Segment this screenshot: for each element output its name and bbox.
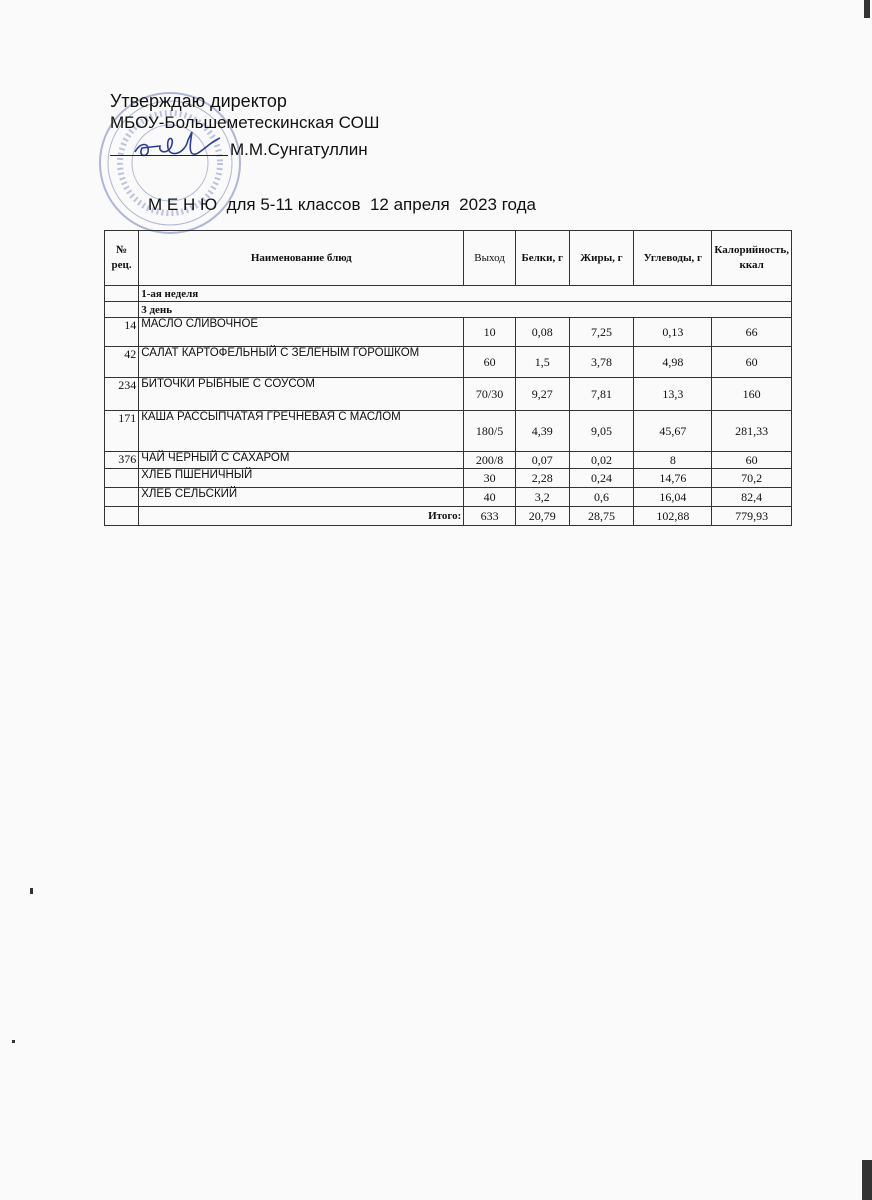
carbs-value: 4,98 bbox=[634, 347, 712, 378]
table-row bbox=[105, 452, 792, 469]
protein-value: 3,2 bbox=[515, 488, 569, 507]
carbs-value: 0,13 bbox=[634, 318, 712, 347]
output-value: 10 bbox=[464, 318, 516, 347]
scan-edge-mark bbox=[862, 1160, 872, 1200]
calories-value: 160 bbox=[712, 378, 792, 411]
output-value: 30 bbox=[464, 469, 516, 488]
calories-value: 60 bbox=[712, 452, 792, 469]
header-carbs: Углеводы, г bbox=[634, 231, 712, 286]
output-value: 70/30 bbox=[464, 378, 516, 411]
dish-name: ЧАЙ ЧЕРНЫЙ С САХАРОМ bbox=[139, 452, 464, 469]
recipe-number bbox=[105, 488, 139, 507]
table-row bbox=[105, 469, 792, 488]
recipe-number: 14 bbox=[105, 318, 139, 347]
header-recipe-number: № рец. bbox=[105, 231, 139, 286]
menu-title: М Е Н Ю для 5-11 классов 12 апреля 2023 года bbox=[148, 195, 536, 214]
empty-cell bbox=[105, 507, 139, 526]
scan-dot bbox=[30, 888, 33, 894]
table-row bbox=[105, 318, 792, 347]
carbs-value: 14,76 bbox=[634, 469, 712, 488]
output-value: 180/5 bbox=[464, 411, 516, 452]
dish-name: ХЛЕБ ПШЕНИЧНЫЙ bbox=[139, 469, 464, 488]
fat-value: 7,81 bbox=[569, 378, 634, 411]
total-fat: 28,75 bbox=[569, 507, 634, 526]
fat-value: 0,6 bbox=[569, 488, 634, 507]
output-value: 200/8 bbox=[464, 452, 516, 469]
fat-value: 9,05 bbox=[569, 411, 634, 452]
header-output: Выход bbox=[464, 231, 516, 286]
total-row bbox=[105, 507, 792, 526]
signatory-name: М.М.Сунгатуллин bbox=[230, 140, 368, 159]
scan-edge-mark bbox=[864, 0, 870, 18]
week-label: 1-ая неделя bbox=[139, 286, 792, 302]
total-protein: 20,79 bbox=[515, 507, 569, 526]
calories-value: 70,2 bbox=[712, 469, 792, 488]
protein-value: 4,39 bbox=[515, 411, 569, 452]
calories-value: 66 bbox=[712, 318, 792, 347]
approval-block bbox=[110, 90, 379, 134]
fat-value: 0,02 bbox=[569, 452, 634, 469]
carbs-value: 45,67 bbox=[634, 411, 712, 452]
carbs-value: 16,04 bbox=[634, 488, 712, 507]
calories-value: 82,4 bbox=[712, 488, 792, 507]
recipe-number: 376 bbox=[105, 452, 139, 469]
day-row bbox=[105, 302, 792, 318]
protein-value: 2,28 bbox=[515, 469, 569, 488]
total-output: 633 bbox=[464, 507, 516, 526]
calories-value: 60 bbox=[712, 347, 792, 378]
table-row bbox=[105, 347, 792, 378]
fat-value: 0,24 bbox=[569, 469, 634, 488]
approval-line-2: МБОУ-Большеметескинская СОШ bbox=[110, 113, 380, 132]
carbs-value: 8 bbox=[634, 452, 712, 469]
protein-value: 1,5 bbox=[515, 347, 569, 378]
table-row bbox=[105, 488, 792, 507]
empty-cell bbox=[105, 302, 139, 318]
carbs-value: 13,3 bbox=[634, 378, 712, 411]
protein-value: 0,08 bbox=[515, 318, 569, 347]
week-row bbox=[105, 286, 792, 302]
total-calories: 779,93 bbox=[712, 507, 792, 526]
header-fat: Жиры, г bbox=[569, 231, 634, 286]
approval-line-1: Утверждаю директор bbox=[110, 91, 287, 111]
recipe-number: 171 bbox=[105, 411, 139, 452]
protein-value: 9,27 bbox=[515, 378, 569, 411]
header-calories: Калорийность, ккал bbox=[712, 231, 792, 286]
empty-cell bbox=[105, 286, 139, 302]
fat-value: 3,78 bbox=[569, 347, 634, 378]
recipe-number: 42 bbox=[105, 347, 139, 378]
recipe-number bbox=[105, 469, 139, 488]
table-row bbox=[105, 411, 792, 452]
recipe-number: 234 bbox=[105, 378, 139, 411]
header-protein: Белки, г bbox=[515, 231, 569, 286]
table-header-row bbox=[105, 231, 792, 286]
total-label: Итого: bbox=[139, 507, 464, 526]
signature-row bbox=[110, 140, 370, 162]
table-row bbox=[105, 378, 792, 411]
output-value: 40 bbox=[464, 488, 516, 507]
output-value: 60 bbox=[464, 347, 516, 378]
dish-name: САЛАТ КАРТОФЕЛЬНЫЙ С ЗЕЛЕНЫМ ГОРОШКОМ bbox=[139, 347, 464, 378]
signature-line bbox=[110, 155, 228, 156]
day-label: 3 день bbox=[139, 302, 792, 318]
calories-value: 281,33 bbox=[712, 411, 792, 452]
header-dish-name: Наименование блюд bbox=[139, 231, 464, 286]
dish-name: ХЛЕБ СЕЛЬСКИЙ bbox=[139, 488, 464, 507]
dish-name: КАША РАССЫПЧАТАЯ ГРЕЧНЕВАЯ С МАСЛОМ bbox=[139, 411, 464, 452]
total-carbs: 102,88 bbox=[634, 507, 712, 526]
fat-value: 7,25 bbox=[569, 318, 634, 347]
dish-name: МАСЛО СЛИВОЧНОЕ bbox=[139, 318, 464, 347]
menu-table bbox=[104, 230, 792, 526]
scan-dot bbox=[12, 1040, 15, 1043]
dish-name: БИТОЧКИ РЫБНЫЕ С СОУСОМ bbox=[139, 378, 464, 411]
protein-value: 0,07 bbox=[515, 452, 569, 469]
